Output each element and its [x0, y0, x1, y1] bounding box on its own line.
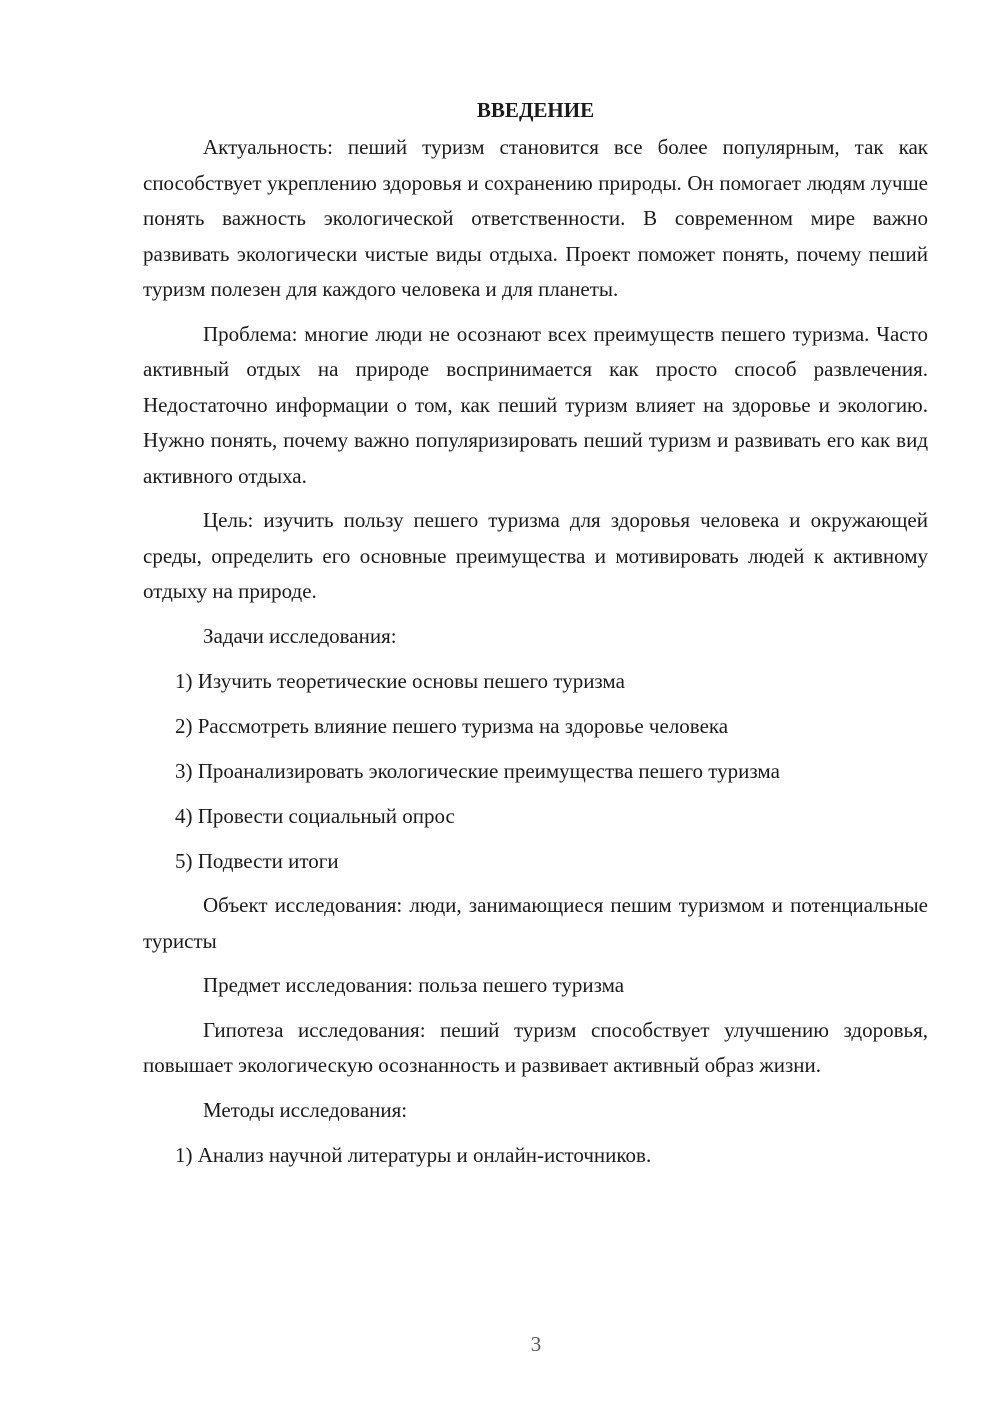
page-number: 3 — [530, 1332, 542, 1356]
task-item: 5) Подвести итоги — [175, 848, 339, 873]
task-item: 2) Рассмотреть влияние пешего туризма на здоровье человека — [175, 713, 729, 738]
page-title: ВВЕДЕНИЕ — [476, 98, 595, 122]
document-page — [143, 92, 928, 1173]
methods-heading: Методы исследования: — [203, 1097, 408, 1122]
relevance-paragraph: Актуальность: пеший туризм становится все более популярным, так как способствует укреплению здоровья и сохранению природы. Он помогает людям лучше понять важность экологической ответственности. В современном мире важно развивать экологически чистые виды отдыха. Проект поможет понять, почему пеший туризм полезен для каждого человека и для планеты. — [143, 135, 928, 301]
hypothesis-paragraph: Гипотеза исследования: пеший туризм способствует улучшению здоровья, повышает экологическую осознанность и развивает активный образ жизни. — [143, 1017, 928, 1077]
goal-paragraph: Цель: изучить пользу пешего туризма для здоровья человека и окружающей среды, определить его основные преимущества и мотивировать людей к активному отдыху на природе. — [143, 508, 928, 603]
subject-paragraph: Предмет исследования: польза пешего туризма — [203, 973, 625, 997]
tasks-heading: Задачи исследования: — [203, 623, 397, 648]
task-item: 1) Изучить теоретические основы пешего туризма — [175, 668, 625, 693]
method-item: 1) Анализ научной литературы и онлайн-источников. — [175, 1142, 652, 1167]
object-paragraph: Объект исследования: люди, занимающиеся пешим туризмом и потенциальные туристы — [143, 893, 928, 953]
problem-paragraph: Проблема: многие люди не осознают всех преимуществ пешего туризма. Часто активный отдых на природе воспринимается как просто способ развлечения. Недостаточно информации о том, как пеший туризм влияет на здоровье и экологию. Нужно понять, почему важно популяризировать пеший туризм и развивать его как вид активного отдыха. — [143, 321, 928, 488]
task-item: 4) Провести социальный опрос — [175, 803, 455, 828]
task-item: 3) Проанализировать экологические преимущества пешего туризма — [175, 758, 780, 783]
